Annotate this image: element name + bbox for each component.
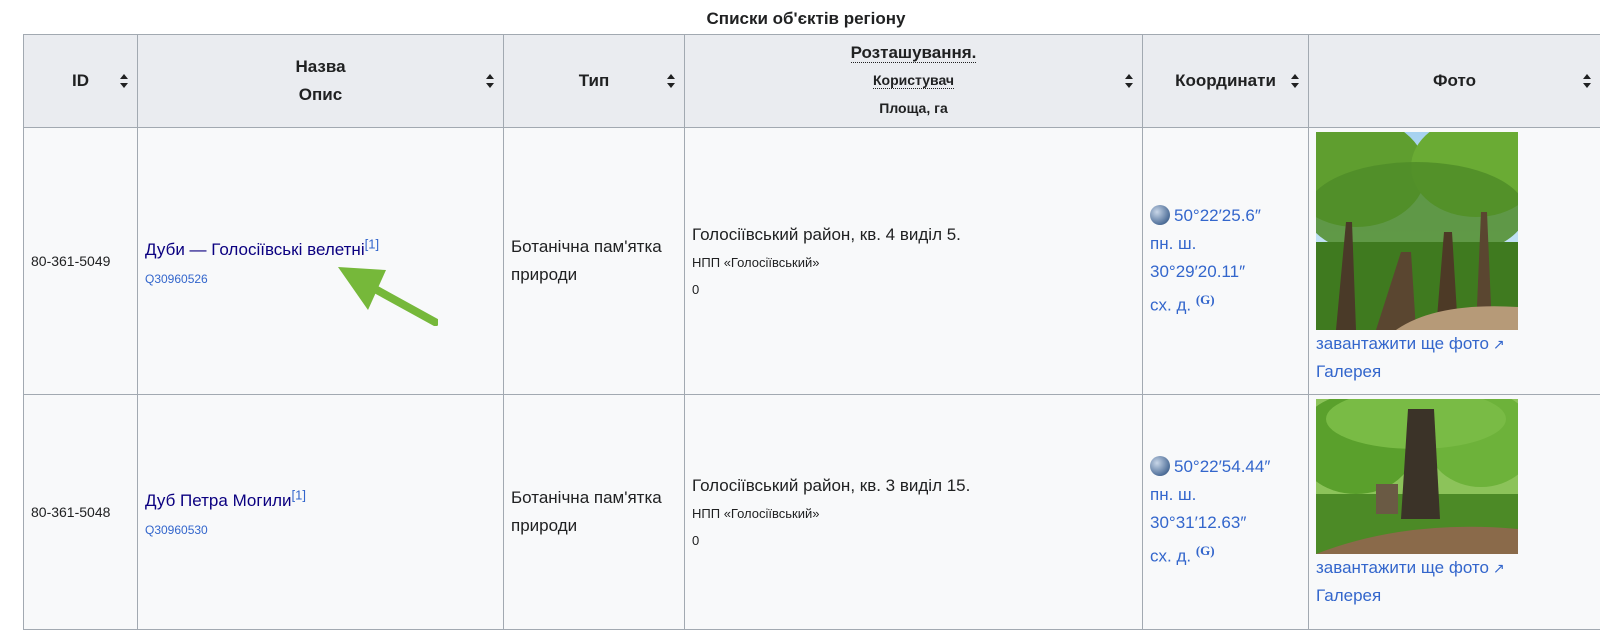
name-cell <box>138 395 504 630</box>
header-name-label: Назва <box>158 53 483 81</box>
area-text: 0 <box>692 282 1135 297</box>
photo-cell <box>1309 395 1600 630</box>
latitude-link[interactable]: 50°22′25.6″ <box>1174 206 1261 225</box>
user-text: НПП «Голосіївський» <box>692 506 1135 521</box>
type-label-2: природи <box>511 261 677 289</box>
photo-cell <box>1309 128 1600 395</box>
table-row <box>24 128 1600 395</box>
sort-icon[interactable] <box>1125 74 1134 88</box>
header-name[interactable] <box>138 35 504 128</box>
header-coords[interactable] <box>1143 35 1309 128</box>
header-type-label: Тип <box>579 71 609 90</box>
longitude-dir[interactable]: сх. д. <box>1150 547 1191 566</box>
sort-icon[interactable] <box>1291 74 1300 88</box>
longitude-dir[interactable]: сх. д. <box>1150 296 1191 315</box>
longitude-link[interactable]: 30°31′12.63″ <box>1150 509 1301 537</box>
object-name: Дуби — Голосіївські велетні <box>145 240 365 259</box>
gallery-link[interactable]: Галерея <box>1316 582 1593 610</box>
object-name-link[interactable] <box>145 240 379 259</box>
header-id[interactable] <box>24 35 138 128</box>
objects-table <box>23 34 1600 630</box>
object-id: 80-361-5048 <box>24 395 138 630</box>
globe-icon[interactable] <box>1150 456 1170 476</box>
location-cell <box>685 128 1143 395</box>
reference-link[interactable]: [1] <box>365 236 379 251</box>
annotation-arrow <box>338 262 438 326</box>
sort-icon[interactable] <box>120 74 129 88</box>
type-label-2: природи <box>511 512 677 540</box>
table-caption: Списки об'єктів регіону <box>0 9 1600 29</box>
header-type[interactable] <box>504 35 685 128</box>
wikidata-link[interactable]: Q30960526 <box>145 272 496 286</box>
gallery-link[interactable]: Галерея <box>1316 358 1593 386</box>
header-area-label: Площа, га <box>705 95 1122 121</box>
header-row <box>24 35 1600 128</box>
name-cell <box>138 128 504 395</box>
upload-more-photos-link[interactable]: завантажити ще фото <box>1316 558 1489 577</box>
header-user-label: Користувач <box>873 72 954 89</box>
table-row <box>24 395 1600 630</box>
header-coords-label: Координати <box>1175 71 1276 90</box>
latitude-link[interactable]: 50°22′54.44″ <box>1174 457 1270 476</box>
wikidata-link[interactable]: Q30960530 <box>145 523 496 537</box>
sort-icon[interactable] <box>486 74 495 88</box>
external-link-icon: ↗ <box>1489 560 1505 576</box>
type-cell <box>504 395 685 630</box>
coords-cell <box>1143 128 1309 395</box>
upload-more-photos-link[interactable]: завантажити ще фото <box>1316 334 1489 353</box>
header-photo-label: Фото <box>1433 71 1476 90</box>
external-link-icon: ↗ <box>1489 336 1505 352</box>
header-location-label: Розташування. <box>851 43 977 63</box>
reference-link[interactable]: [1] <box>291 487 305 502</box>
object-name-link[interactable] <box>145 491 306 510</box>
header-location[interactable] <box>685 35 1143 128</box>
latitude-dir[interactable]: пн. ш. <box>1150 481 1301 509</box>
coords-cell <box>1143 395 1309 630</box>
globe-icon[interactable] <box>1150 205 1170 225</box>
header-description-label: Опис <box>158 81 483 109</box>
location-text: Голосіївський район, кв. 3 виділ 15. <box>692 476 1135 496</box>
sort-icon[interactable] <box>667 74 676 88</box>
object-name: Дуб Петра Могили <box>145 491 291 510</box>
location-text: Голосіївський район, кв. 4 виділ 5. <box>692 225 1135 245</box>
type-cell <box>504 128 685 395</box>
user-text: НПП «Голосіївський» <box>692 255 1135 270</box>
longitude-link[interactable]: 30°29′20.11″ <box>1150 258 1301 286</box>
oak-tree-photo[interactable] <box>1316 399 1518 554</box>
header-photo[interactable] <box>1309 35 1600 128</box>
header-id-label: ID <box>72 71 89 90</box>
type-label: Ботанічна пам'ятка <box>511 233 677 261</box>
object-id: 80-361-5049 <box>24 128 138 395</box>
oak-forest-photo[interactable] <box>1316 132 1518 330</box>
area-text: 0 <box>692 533 1135 548</box>
latitude-dir[interactable]: пн. ш. <box>1150 230 1301 258</box>
sort-icon[interactable] <box>1583 74 1592 88</box>
google-maps-link[interactable]: (G) <box>1196 543 1215 558</box>
google-maps-link[interactable]: (G) <box>1196 292 1215 307</box>
type-label: Ботанічна пам'ятка <box>511 484 677 512</box>
location-cell <box>685 395 1143 630</box>
